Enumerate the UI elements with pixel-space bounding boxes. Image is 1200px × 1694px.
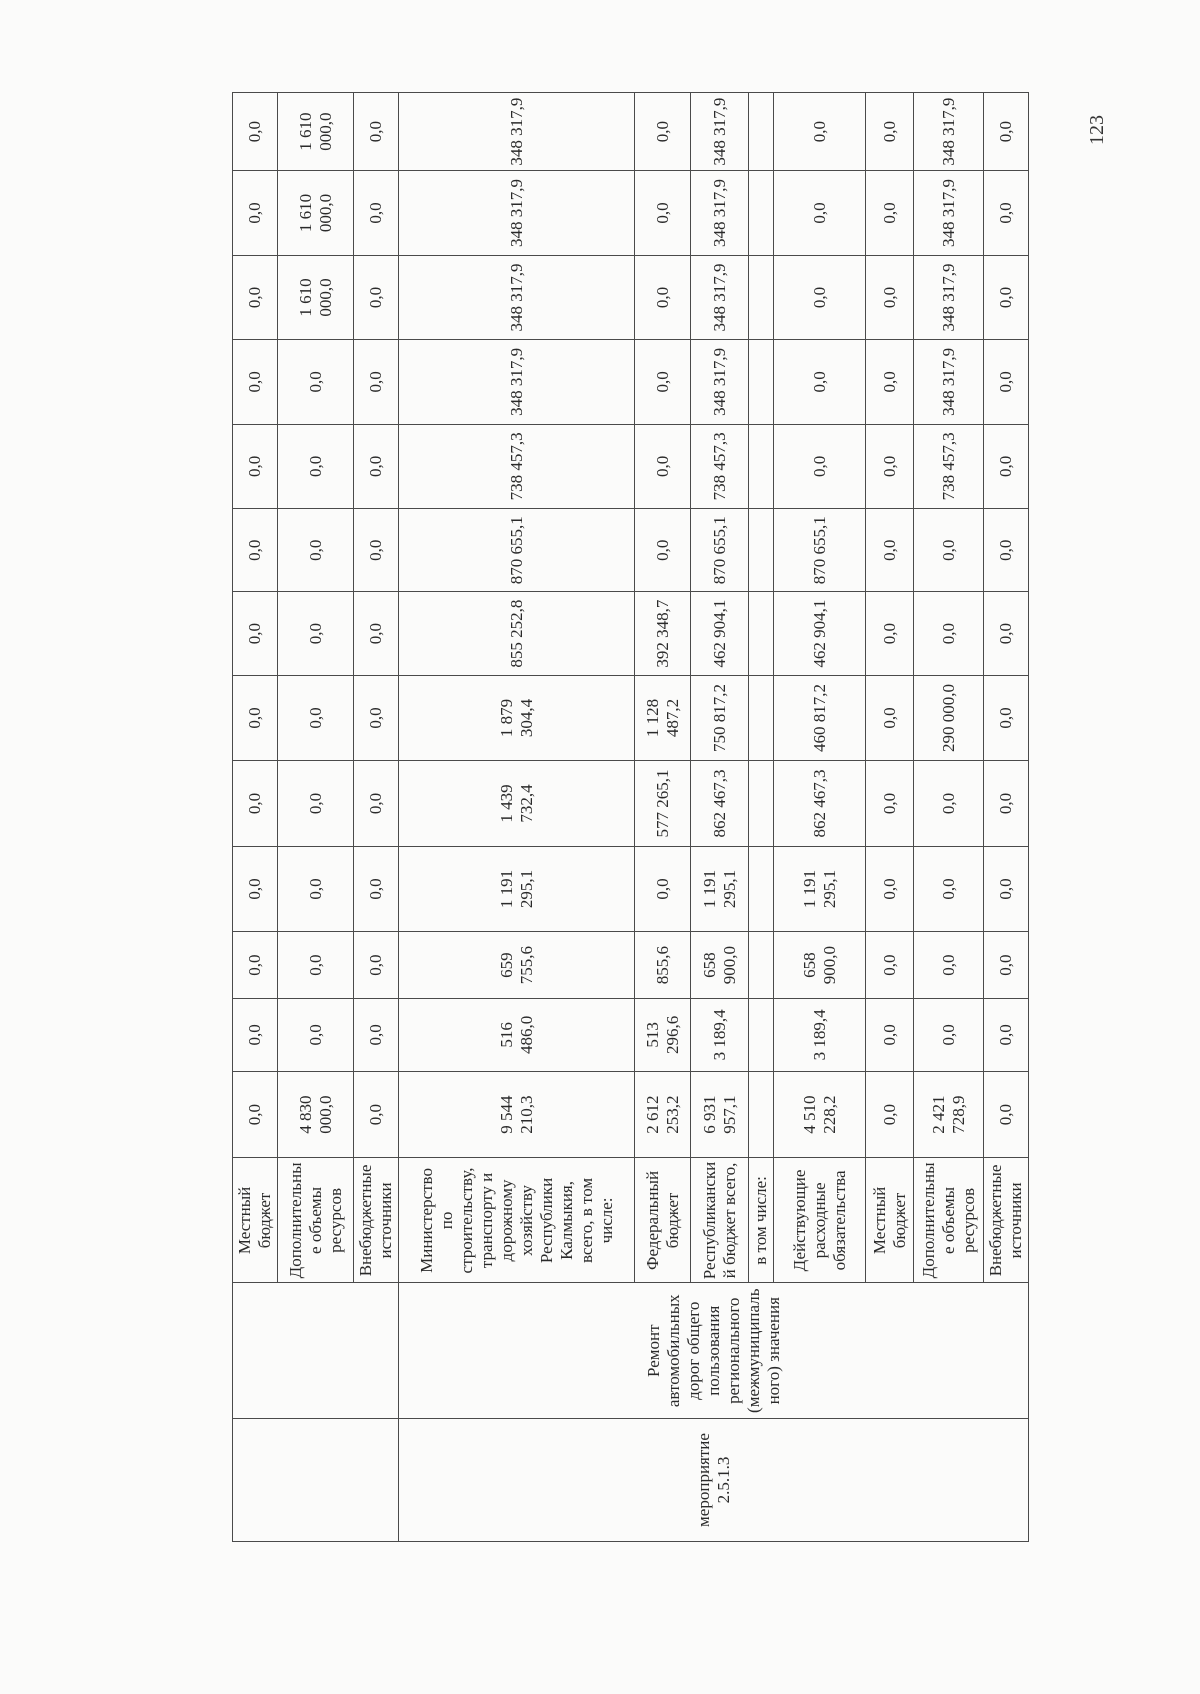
value-cell: 0,0 <box>774 255 866 339</box>
value-cell: 0,0 <box>866 509 914 592</box>
value-cell: 0,0 <box>914 592 984 675</box>
value-cell: 1 610 000,0 <box>278 255 354 339</box>
value-cell: 348 317,9 <box>691 93 749 171</box>
table-row <box>278 93 354 1542</box>
value-cell <box>749 846 774 931</box>
value-cell <box>749 1071 774 1158</box>
value-cell: 738 457,3 <box>399 424 635 508</box>
value-cell: 462 904,1 <box>774 592 866 675</box>
table-row <box>233 93 278 1542</box>
value-cell: 0,0 <box>774 93 866 171</box>
value-cell: 658 900,0 <box>774 932 866 999</box>
value-cell: 0,0 <box>354 171 399 255</box>
value-cell: 0,0 <box>233 509 278 592</box>
value-cell: 2 421 728,9 <box>914 1071 984 1158</box>
value-cell <box>749 424 774 508</box>
value-cell: 0,0 <box>866 761 914 846</box>
value-cell: 0,0 <box>984 998 1029 1071</box>
funding-source: Федеральный бюджет <box>635 1158 691 1283</box>
value-cell: 0,0 <box>278 424 354 508</box>
value-cell <box>749 340 774 424</box>
funding-source: Внебюджетные источники <box>354 1158 399 1283</box>
value-cell: 290 000,0 <box>914 675 984 760</box>
value-cell: 348 317,9 <box>914 93 984 171</box>
measure-code: мероприятие 2.5.1.3 <box>399 1419 1029 1542</box>
value-cell: 348 317,9 <box>399 93 635 171</box>
value-cell: 0,0 <box>984 424 1029 508</box>
value-cell: 0,0 <box>635 424 691 508</box>
value-cell: 0,0 <box>233 1071 278 1158</box>
value-cell: 1 191 295,1 <box>691 846 749 931</box>
measure-code-cell-top <box>233 1419 278 1542</box>
value-cell: 2 612 253,2 <box>635 1071 691 1158</box>
value-cell: 0,0 <box>984 93 1029 171</box>
value-cell: 0,0 <box>984 761 1029 846</box>
value-cell: 855 252,8 <box>399 592 635 675</box>
value-cell: 1 610 000,0 <box>278 93 354 171</box>
value-cell: 0,0 <box>984 255 1029 339</box>
funding-source: Внебюджетные источники <box>984 1158 1029 1283</box>
value-cell: 0,0 <box>866 171 914 255</box>
table-row <box>399 93 635 1542</box>
value-cell: 0,0 <box>354 592 399 675</box>
value-cell: 0,0 <box>984 932 1029 999</box>
value-cell: 0,0 <box>866 93 914 171</box>
value-cell: 0,0 <box>774 171 866 255</box>
value-cell <box>749 509 774 592</box>
value-cell: 460 817,2 <box>774 675 866 760</box>
value-cell: 0,0 <box>233 761 278 846</box>
value-cell: 0,0 <box>635 93 691 171</box>
value-cell: 0,0 <box>635 509 691 592</box>
value-cell: 348 317,9 <box>691 171 749 255</box>
value-cell: 0,0 <box>984 675 1029 760</box>
value-cell: 0,0 <box>278 932 354 999</box>
value-cell: 750 817,2 <box>691 675 749 760</box>
value-cell: 0,0 <box>984 592 1029 675</box>
measure-name: Ремонт автомобильных дорог общего пользования регионального (межмуниципального) значения <box>399 1283 1029 1419</box>
funding-source: Местный бюджет <box>866 1158 914 1283</box>
value-cell: 1 191 295,1 <box>774 846 866 931</box>
page-number: 123 <box>1086 115 1108 145</box>
rotated-table-wrapper <box>232 92 1025 1542</box>
value-cell: 4 830 000,0 <box>278 1071 354 1158</box>
funding-source: Действующие расходные обязательства <box>774 1158 866 1283</box>
value-cell: 1 439 732,4 <box>399 761 635 846</box>
value-cell: 0,0 <box>866 675 914 760</box>
measure-name-cell-blank <box>278 1283 354 1419</box>
value-cell: 348 317,9 <box>399 255 635 339</box>
value-cell <box>749 932 774 999</box>
value-cell: 0,0 <box>233 846 278 931</box>
value-cell: 0,0 <box>914 509 984 592</box>
measure-code-cell-blank <box>354 1419 399 1542</box>
value-cell: 3 189,4 <box>691 998 749 1071</box>
value-cell: 513 296,6 <box>635 998 691 1071</box>
value-cell: 4 510 228,2 <box>774 1071 866 1158</box>
value-cell: 0,0 <box>866 846 914 931</box>
value-cell: 862 467,3 <box>691 761 749 846</box>
value-cell: 0,0 <box>278 761 354 846</box>
value-cell: 0,0 <box>914 761 984 846</box>
funding-source: Министерство по строительству, транспорту и дорожному хозяйству Республики Калмыкия, всего, в том числе: <box>399 1158 635 1283</box>
value-cell: 0,0 <box>233 340 278 424</box>
value-cell: 0,0 <box>233 998 278 1071</box>
value-cell: 0,0 <box>635 846 691 931</box>
value-cell: 0,0 <box>984 509 1029 592</box>
value-cell <box>749 93 774 171</box>
value-cell: 0,0 <box>354 1071 399 1158</box>
value-cell: 0,0 <box>984 1071 1029 1158</box>
value-cell: 0,0 <box>278 509 354 592</box>
value-cell: 348 317,9 <box>914 171 984 255</box>
value-cell: 348 317,9 <box>691 340 749 424</box>
value-cell: 0,0 <box>635 255 691 339</box>
value-cell: 1 610 000,0 <box>278 171 354 255</box>
value-cell: 0,0 <box>278 675 354 760</box>
value-cell: 348 317,9 <box>914 255 984 339</box>
value-cell: 0,0 <box>866 340 914 424</box>
value-cell <box>749 255 774 339</box>
value-cell: 0,0 <box>866 255 914 339</box>
value-cell: 392 348,7 <box>635 592 691 675</box>
value-cell: 0,0 <box>866 932 914 999</box>
value-cell: 0,0 <box>354 93 399 171</box>
value-cell: 870 655,1 <box>691 509 749 592</box>
value-cell: 738 457,3 <box>691 424 749 508</box>
value-cell: 0,0 <box>278 846 354 931</box>
value-cell: 658 900,0 <box>691 932 749 999</box>
value-cell: 348 317,9 <box>399 171 635 255</box>
value-cell: 0,0 <box>984 846 1029 931</box>
value-cell: 0,0 <box>354 998 399 1071</box>
value-cell: 659 755,6 <box>399 932 635 999</box>
value-cell: 1 879 304,4 <box>399 675 635 760</box>
value-cell: 0,0 <box>866 424 914 508</box>
funding-source: Республиканский бюджет всего, <box>691 1158 749 1283</box>
value-cell: 0,0 <box>774 424 866 508</box>
value-cell: 0,0 <box>914 932 984 999</box>
value-cell: 0,0 <box>354 675 399 760</box>
value-cell: 862 467,3 <box>774 761 866 846</box>
funding-source: Местный бюджет <box>233 1158 278 1283</box>
value-cell: 462 904,1 <box>691 592 749 675</box>
value-cell: 870 655,1 <box>399 509 635 592</box>
table-row <box>354 93 399 1542</box>
funding-source: Дополнительные объемы ресурсов <box>278 1158 354 1283</box>
value-cell: 0,0 <box>354 761 399 846</box>
value-cell <box>749 171 774 255</box>
value-cell: 0,0 <box>233 592 278 675</box>
value-cell: 738 457,3 <box>914 424 984 508</box>
value-cell: 0,0 <box>866 1071 914 1158</box>
value-cell: 0,0 <box>354 340 399 424</box>
value-cell: 6 931 957,1 <box>691 1071 749 1158</box>
value-cell <box>749 675 774 760</box>
value-cell: 0,0 <box>354 846 399 931</box>
value-cell: 9 544 210,3 <box>399 1071 635 1158</box>
value-cell: 3 189,4 <box>774 998 866 1071</box>
value-cell: 0,0 <box>866 998 914 1071</box>
value-cell: 348 317,9 <box>399 340 635 424</box>
funding-source: Дополнительные объемы ресурсов <box>914 1158 984 1283</box>
value-cell: 0,0 <box>866 592 914 675</box>
value-cell: 0,0 <box>984 171 1029 255</box>
value-cell: 0,0 <box>233 93 278 171</box>
value-cell: 0,0 <box>354 932 399 999</box>
value-cell: 0,0 <box>354 424 399 508</box>
value-cell: 0,0 <box>354 255 399 339</box>
value-cell: 0,0 <box>278 998 354 1071</box>
value-cell: 0,0 <box>984 340 1029 424</box>
value-cell: 0,0 <box>278 592 354 675</box>
value-cell: 0,0 <box>278 340 354 424</box>
value-cell: 0,0 <box>354 509 399 592</box>
measure-name-cell-blank <box>354 1283 399 1419</box>
value-cell: 0,0 <box>233 171 278 255</box>
value-cell: 0,0 <box>914 846 984 931</box>
value-cell: 0,0 <box>233 255 278 339</box>
funding-source: в том числе: <box>749 1158 774 1283</box>
value-cell: 1 191 295,1 <box>399 846 635 931</box>
value-cell: 516 486,0 <box>399 998 635 1071</box>
value-cell: 855,6 <box>635 932 691 999</box>
value-cell: 0,0 <box>233 424 278 508</box>
value-cell: 870 655,1 <box>774 509 866 592</box>
measure-name-cell-top <box>233 1283 278 1419</box>
value-cell: 0,0 <box>233 675 278 760</box>
value-cell: 348 317,9 <box>691 255 749 339</box>
value-cell <box>749 761 774 846</box>
value-cell <box>749 592 774 675</box>
value-cell: 577 265,1 <box>635 761 691 846</box>
value-cell: 0,0 <box>635 171 691 255</box>
value-cell <box>749 998 774 1071</box>
measure-code-cell-blank <box>278 1419 354 1542</box>
value-cell: 0,0 <box>233 932 278 999</box>
value-cell: 348 317,9 <box>914 340 984 424</box>
value-cell: 0,0 <box>914 998 984 1071</box>
value-cell: 0,0 <box>774 340 866 424</box>
budget-table <box>232 92 1029 1542</box>
value-cell: 0,0 <box>635 340 691 424</box>
value-cell: 1 128 487,2 <box>635 675 691 760</box>
